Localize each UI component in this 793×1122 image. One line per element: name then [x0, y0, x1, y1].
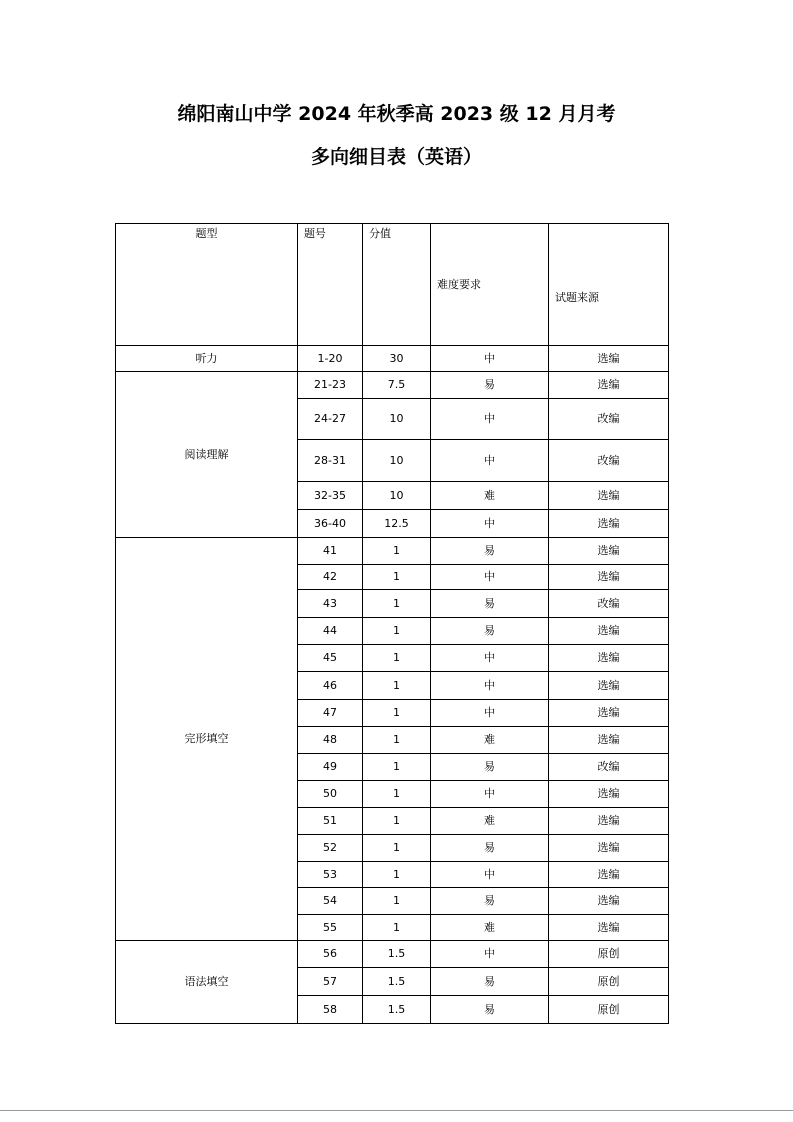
difficulty-cell: 中 — [431, 700, 549, 727]
source-cell: 选编 — [549, 727, 669, 754]
source-cell: 选编 — [549, 862, 669, 888]
question-number-cell: 49 — [298, 754, 363, 781]
score-cell: 10 — [363, 440, 431, 482]
header-type: 题型 — [116, 224, 298, 346]
header-score: 分值 — [363, 224, 431, 346]
question-type-cell: 听力 — [116, 346, 298, 372]
question-number-cell: 50 — [298, 781, 363, 808]
score-cell: 1 — [363, 727, 431, 754]
document-subtitle: 多向细目表（英语） — [310, 146, 482, 168]
score-cell: 30 — [363, 346, 431, 372]
difficulty-cell: 难 — [431, 808, 549, 835]
difficulty-cell: 难 — [431, 915, 549, 941]
difficulty-cell: 易 — [431, 618, 549, 645]
header-row — [116, 224, 669, 346]
difficulty-cell: 易 — [431, 754, 549, 781]
difficulty-cell: 难 — [431, 727, 549, 754]
score-cell: 1.5 — [363, 968, 431, 996]
header-number: 题号 — [298, 224, 363, 346]
score-cell: 1.5 — [363, 941, 431, 968]
question-number-cell: 54 — [298, 888, 363, 915]
score-cell: 1 — [363, 565, 431, 590]
difficulty-cell: 易 — [431, 538, 549, 565]
difficulty-cell: 难 — [431, 482, 549, 510]
source-cell: 选编 — [549, 888, 669, 915]
source-cell: 选编 — [549, 510, 669, 538]
question-number-cell: 24-27 — [298, 399, 363, 440]
header-difficulty: 难度要求 — [431, 224, 549, 346]
difficulty-cell: 中 — [431, 346, 549, 372]
source-cell: 原创 — [549, 996, 669, 1024]
score-cell: 1 — [363, 590, 431, 618]
difficulty-cell: 中 — [431, 941, 549, 968]
score-cell: 1 — [363, 862, 431, 888]
spec-table — [115, 223, 669, 1024]
source-cell: 改编 — [549, 399, 669, 440]
source-cell: 选编 — [549, 645, 669, 672]
source-cell: 选编 — [549, 372, 669, 399]
question-type-cell: 完形填空 — [116, 538, 298, 941]
difficulty-cell: 易 — [431, 590, 549, 618]
difficulty-cell: 中 — [431, 565, 549, 590]
score-cell: 10 — [363, 399, 431, 440]
difficulty-cell: 中 — [431, 862, 549, 888]
source-cell: 选编 — [549, 618, 669, 645]
source-cell: 改编 — [549, 440, 669, 482]
difficulty-cell: 中 — [431, 781, 549, 808]
score-cell: 1 — [363, 538, 431, 565]
source-cell: 选编 — [549, 672, 669, 700]
score-cell: 1 — [363, 700, 431, 727]
source-cell: 选编 — [549, 808, 669, 835]
question-number-cell: 46 — [298, 672, 363, 700]
score-cell: 1 — [363, 808, 431, 835]
source-cell: 原创 — [549, 968, 669, 996]
question-number-cell: 48 — [298, 727, 363, 754]
question-type-cell: 语法填空 — [116, 941, 298, 1024]
source-cell: 原创 — [549, 941, 669, 968]
score-cell: 1 — [363, 888, 431, 915]
source-cell: 选编 — [549, 482, 669, 510]
question-number-cell: 1-20 — [298, 346, 363, 372]
source-cell: 选编 — [549, 565, 669, 590]
score-cell: 1 — [363, 781, 431, 808]
difficulty-cell: 易 — [431, 996, 549, 1024]
source-cell: 改编 — [549, 754, 669, 781]
question-number-cell: 52 — [298, 835, 363, 862]
source-cell: 选编 — [549, 835, 669, 862]
table-row — [116, 372, 669, 399]
difficulty-cell: 易 — [431, 835, 549, 862]
difficulty-cell: 中 — [431, 645, 549, 672]
page-bottom-rule — [0, 1110, 793, 1111]
score-cell: 1 — [363, 672, 431, 700]
source-cell: 选编 — [549, 915, 669, 941]
score-cell: 1 — [363, 915, 431, 941]
score-cell: 12.5 — [363, 510, 431, 538]
table-row — [116, 538, 669, 565]
difficulty-cell: 中 — [431, 440, 549, 482]
question-number-cell: 45 — [298, 645, 363, 672]
score-cell: 1 — [363, 645, 431, 672]
question-number-cell: 41 — [298, 538, 363, 565]
question-number-cell: 42 — [298, 565, 363, 590]
header-source: 试题来源 — [549, 224, 669, 346]
question-number-cell: 53 — [298, 862, 363, 888]
score-cell: 1 — [363, 754, 431, 781]
table-row — [116, 346, 669, 372]
question-number-cell: 28-31 — [298, 440, 363, 482]
score-cell: 10 — [363, 482, 431, 510]
document-title: 绵阳南山中学 2024 年秋季高 2023 级 12 月月考 — [177, 103, 616, 125]
difficulty-cell: 中 — [431, 399, 549, 440]
score-cell: 1 — [363, 618, 431, 645]
difficulty-cell: 易 — [431, 968, 549, 996]
score-cell: 7.5 — [363, 372, 431, 399]
question-number-cell: 32-35 — [298, 482, 363, 510]
source-cell: 改编 — [549, 590, 669, 618]
question-number-cell: 44 — [298, 618, 363, 645]
question-number-cell: 58 — [298, 996, 363, 1024]
question-number-cell: 47 — [298, 700, 363, 727]
score-cell: 1.5 — [363, 996, 431, 1024]
question-number-cell: 43 — [298, 590, 363, 618]
source-cell: 选编 — [549, 346, 669, 372]
source-cell: 选编 — [549, 700, 669, 727]
question-number-cell: 56 — [298, 941, 363, 968]
difficulty-cell: 中 — [431, 510, 549, 538]
question-number-cell: 51 — [298, 808, 363, 835]
difficulty-cell: 中 — [431, 672, 549, 700]
difficulty-cell: 易 — [431, 372, 549, 399]
question-number-cell: 57 — [298, 968, 363, 996]
question-number-cell: 36-40 — [298, 510, 363, 538]
question-number-cell: 55 — [298, 915, 363, 941]
difficulty-cell: 易 — [431, 888, 549, 915]
source-cell: 选编 — [549, 538, 669, 565]
spec-table-body — [116, 224, 669, 1024]
score-cell: 1 — [363, 835, 431, 862]
question-type-cell: 阅读理解 — [116, 372, 298, 538]
table-row — [116, 941, 669, 968]
question-number-cell: 21-23 — [298, 372, 363, 399]
source-cell: 选编 — [549, 781, 669, 808]
